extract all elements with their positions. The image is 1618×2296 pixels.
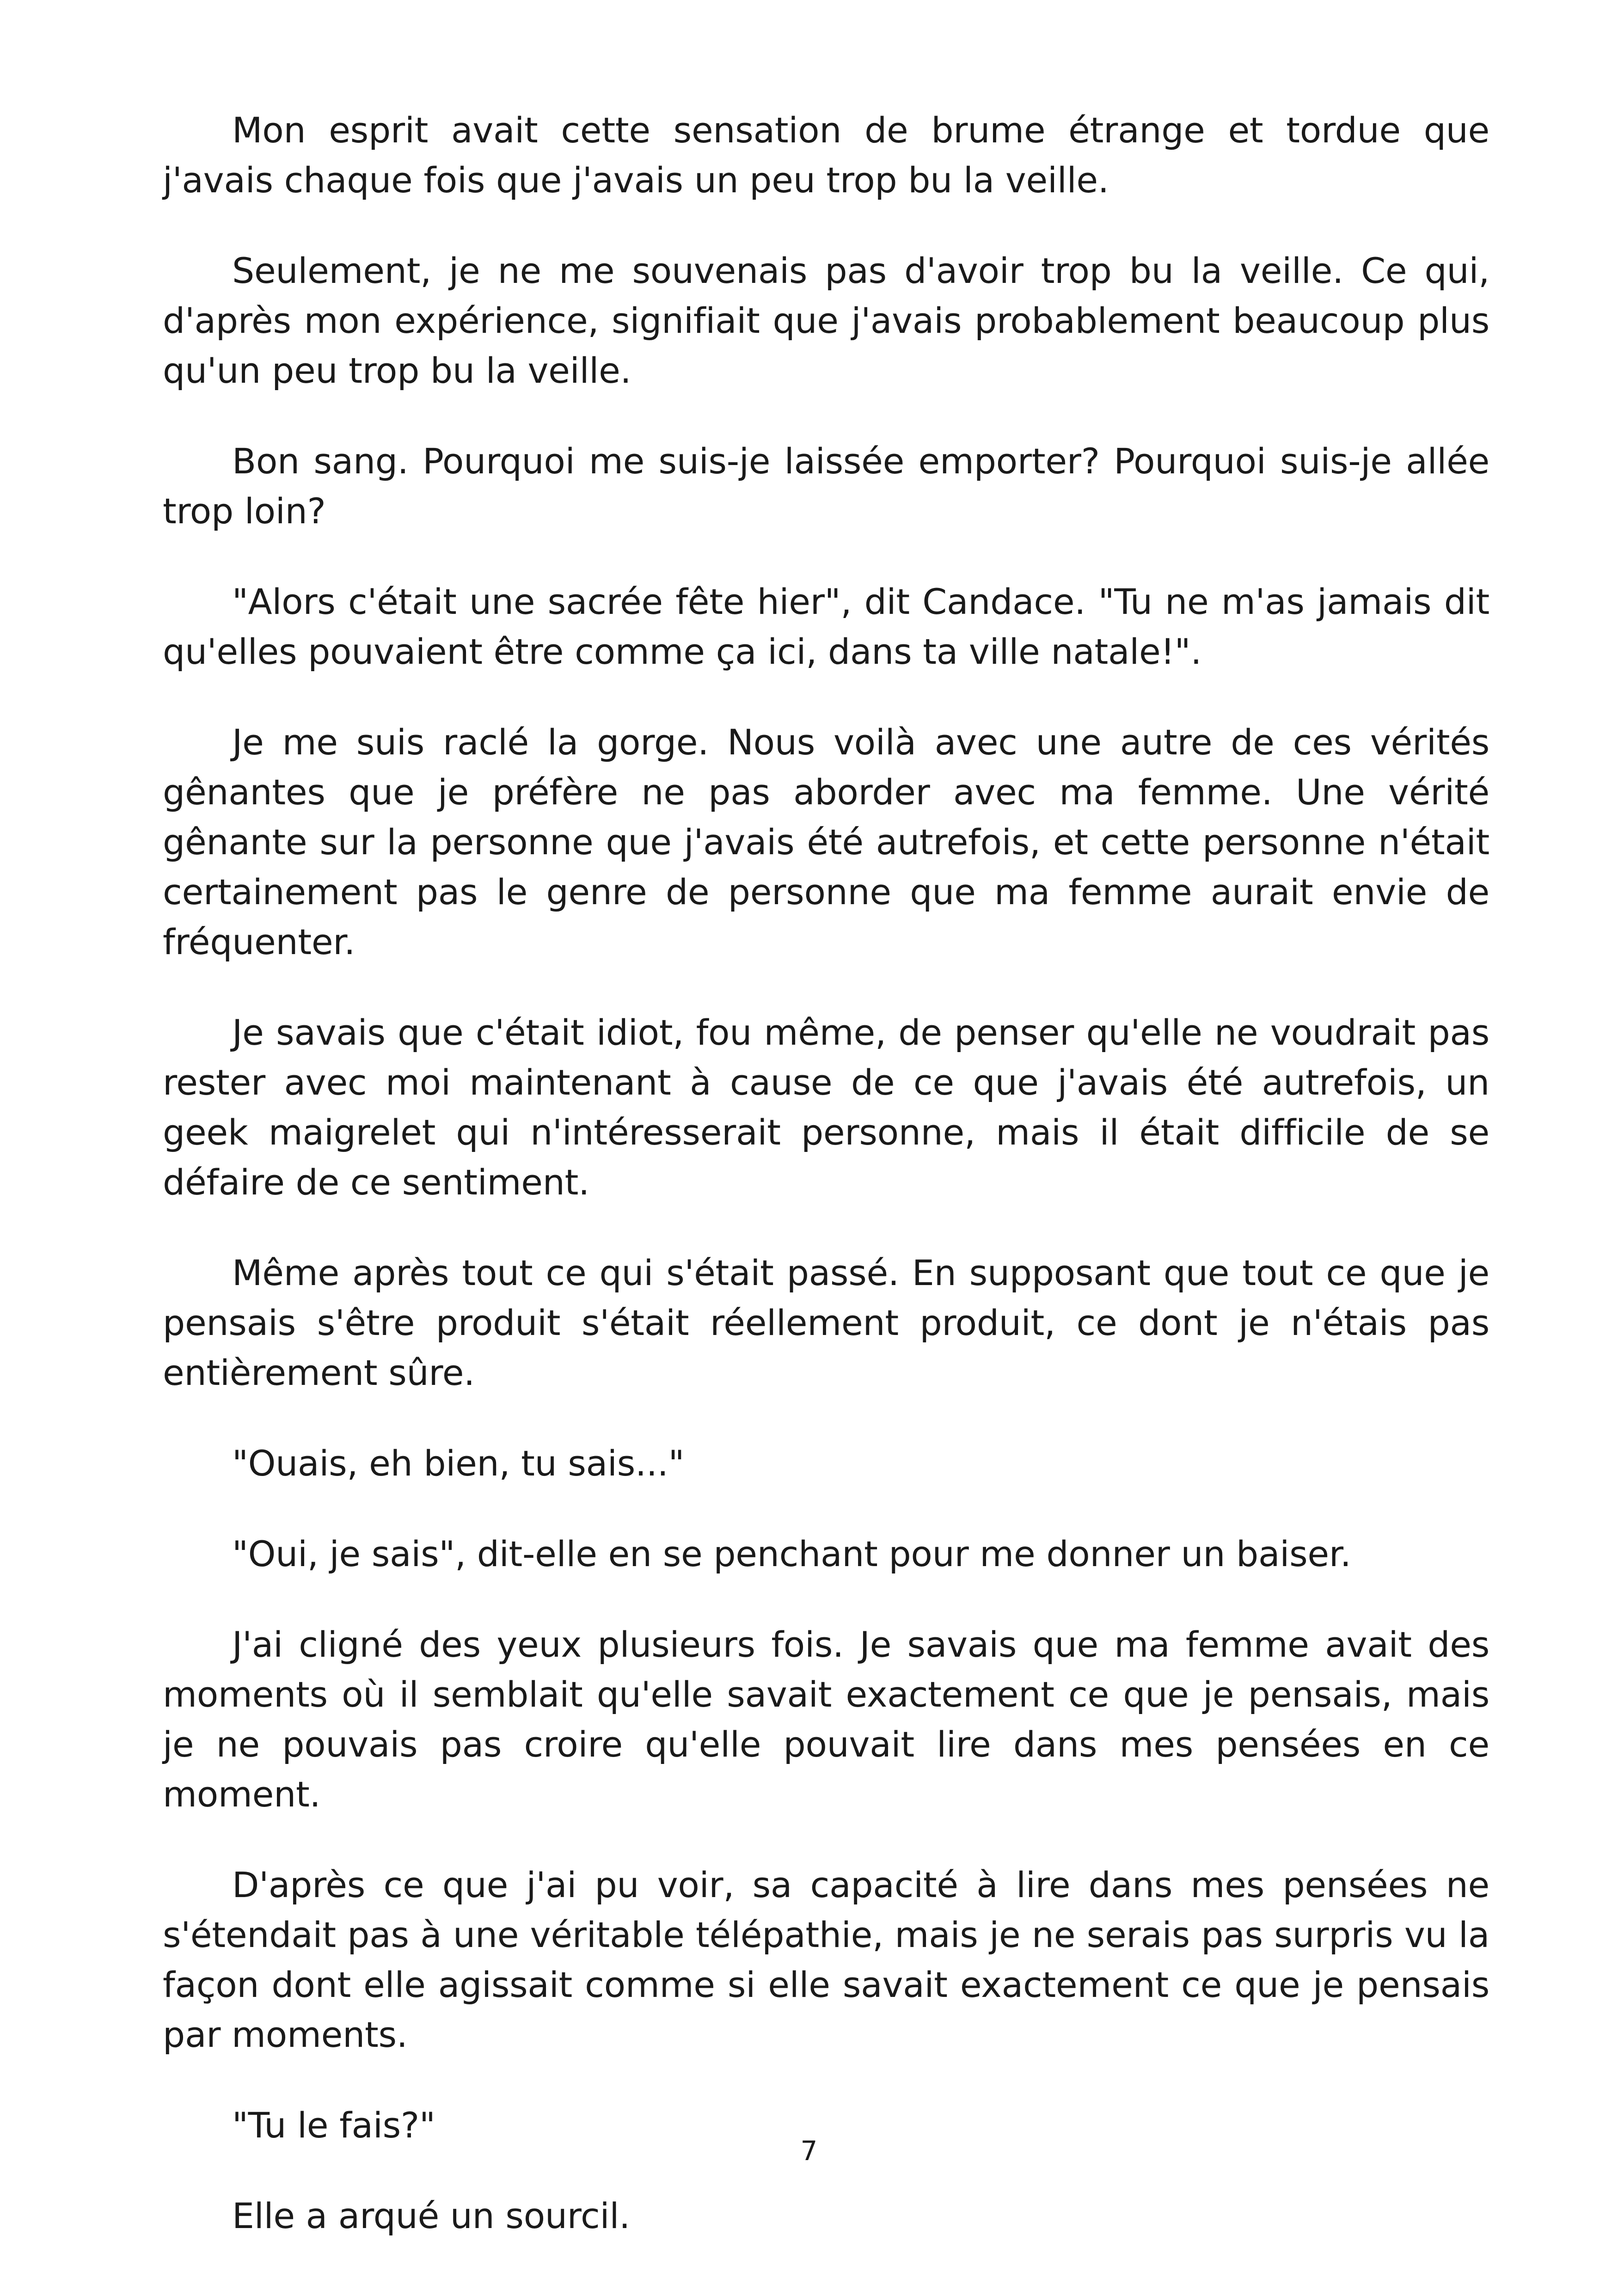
paragraph: J'ai cligné des yeux plusieurs fois. Je savais que ma femme avait des moments où il semblait qu'elle savait exactement ce que je pensais, mais je ne pouvais pas croire qu'elle pouvait lire dans mes pensées en ce moment. bbox=[163, 1624, 1489, 1815]
paragraph: Je savais que c'était idiot, fou même, de penser qu'elle ne voudrait pas rester avec moi maintenant à cause de ce que j'avais été autrefois, un geek maigrelet qui n'intéresserait personne, mais il était difficile de se défaire de ce sentiment. bbox=[163, 1012, 1489, 1203]
paragraph: Bon sang. Pourquoi me suis-je laissée emporter? Pourquoi suis-je allée trop loin? bbox=[163, 441, 1489, 532]
paragraph: Mon esprit avait cette sensation de brume étrange et tordue que j'avais chaque fois que j'avais un peu trop bu la veille. bbox=[163, 110, 1489, 201]
paragraph: "Oui, je sais", dit-elle en se penchant pour me donner un baiser. bbox=[232, 1533, 1351, 1574]
paragraph: "Alors c'était une sacrée fête hier", dit Candace. "Tu ne m'as jamais dit qu'elles pouvaient être comme ça ici, dans ta ville natale!". bbox=[163, 581, 1489, 672]
paragraph: "Ouais, eh bien, tu sais..." bbox=[232, 1443, 685, 1484]
paragraph: Elle a arqué un sourcil. bbox=[232, 2195, 631, 2236]
paragraph: Même après tout ce qui s'était passé. En supposant que tout ce que je pensais s'être produit s'était réellement produit, ce dont je n'étais pas entièrement sûre. bbox=[163, 1252, 1489, 1393]
body-text bbox=[163, 105, 1489, 2241]
paragraph: Je me suis raclé la gorge. Nous voilà avec une autre de ces vérités gênantes que je préfère ne pas aborder avec ma femme. Une vérité gênante sur la personne que j'avais été autrefois, et cette personne n'était certainement pas le genre de personne que ma femme aurait envie de fréquenter. bbox=[163, 722, 1489, 962]
paragraph: "Tu le fais?" bbox=[232, 2105, 435, 2146]
paragraph: D'après ce que j'ai pu voir, sa capacité à lire dans mes pensées ne s'étendait pas à une véritable télépathie, mais je ne serais pas surpris vu la façon dont elle agissait comme si elle savait exactement ce que je pensais par moments. bbox=[163, 1864, 1489, 2055]
paragraph: Seulement, je ne me souvenais pas d'avoir trop bu la veille. Ce qui, d'après mon expérience, signifiait que j'avais probablement beaucoup plus qu'un peu trop bu la veille. bbox=[163, 250, 1489, 391]
page-number: 7 bbox=[800, 2135, 818, 2167]
